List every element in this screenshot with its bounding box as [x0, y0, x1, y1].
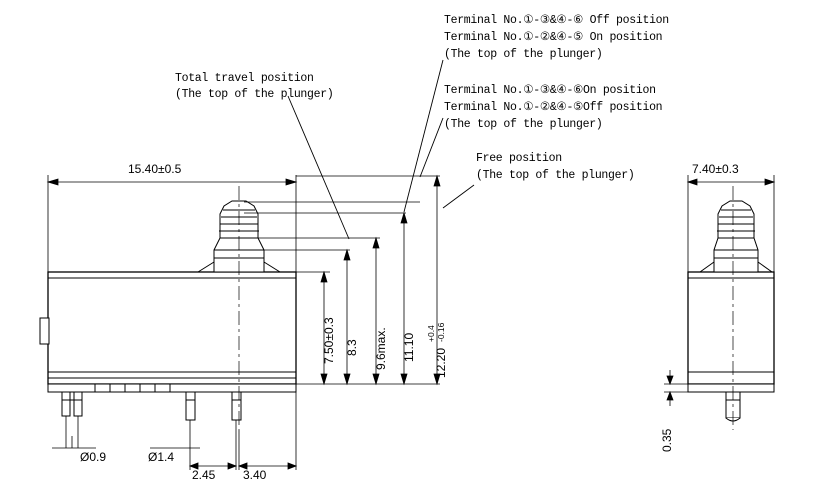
front-view-plunger [700, 201, 772, 272]
annotation-terminal-group1-line3: (The top of the plunger) [444, 48, 603, 61]
annotation-terminal-group2-line1: Terminal No.①-③&④-⑥On position [444, 84, 656, 97]
side-view-body [40, 272, 296, 392]
dim-label-pin-dia-small: Ø0.9 [80, 450, 107, 464]
dim-label-7-50: 7.50±0.3 [322, 317, 336, 364]
annotation-terminal-group2-line2: Terminal No.①-②&④-⑤Off position [444, 101, 663, 114]
dim-label-pitch-2-45: 2.45 [192, 468, 216, 482]
dim-label-12-20: 12.20 [434, 347, 448, 378]
dim-label-11-10: 11.10 [402, 332, 416, 362]
dim-8-3 [344, 250, 350, 384]
dim-label-thickness-0-35: 0.35 [660, 428, 674, 452]
annotation-total-travel: Total travel position [175, 72, 314, 85]
dim-label-pin-dia-large: Ø1.4 [148, 450, 175, 464]
dim-label-pitch-3-40: 3.40 [243, 468, 267, 482]
dim-label-front-width: 7.40±0.3 [692, 162, 739, 176]
annotation-free-position-line2: (The top of the plunger) [476, 169, 635, 182]
annotation-terminal-group2-line3: (The top of the plunger) [444, 118, 603, 131]
dim-label-12-20-tol-lower: -0.16 [436, 322, 446, 342]
dim-0-35 [664, 370, 688, 406]
dim-label-8-3: 8.3 [345, 339, 359, 356]
annotation-terminal-group1-line1: Terminal No.①-③&④-⑥ Off position [444, 14, 669, 27]
annotation-terminal-group1-line2: Terminal No.①-②&④-⑤ On position [444, 31, 663, 44]
dim-label-side-width: 15.40±0.5 [128, 162, 182, 176]
dim-label-12-20-tol-upper: +0.4 [426, 325, 436, 342]
annotation-total-travel-sub: (The top of the plunger) [175, 88, 334, 101]
annotation-free-position-line1: Free position [476, 152, 562, 165]
front-view-body [688, 272, 774, 392]
dim-label-9-6max: 9.6max. [374, 327, 388, 370]
